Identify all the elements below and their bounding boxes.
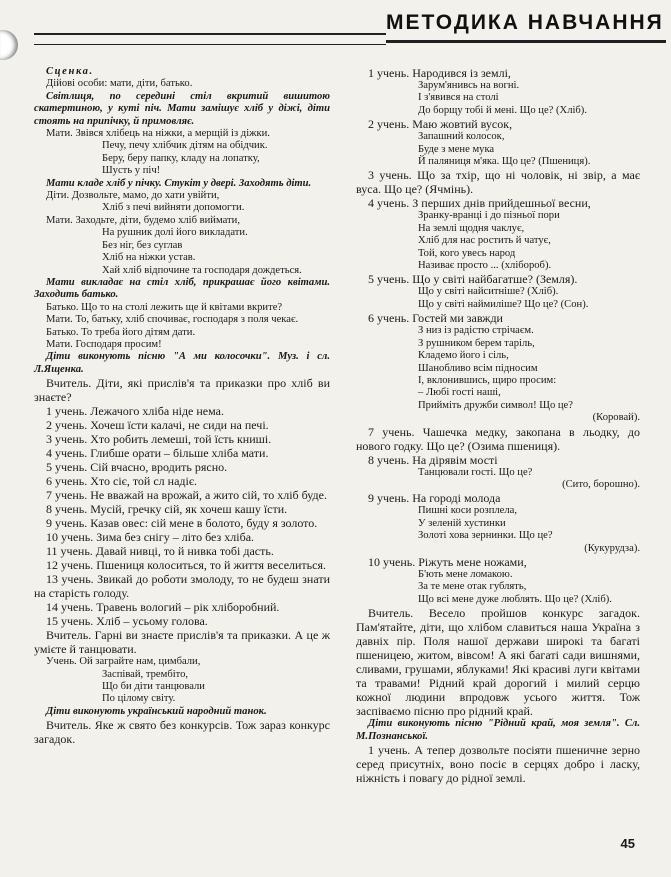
left-column-line: Батько. То треба його дітям дати. (46, 326, 196, 338)
left-column-line: 15 учень. Хліб – усьому голова. (46, 614, 208, 629)
header-rule-thin (34, 44, 386, 45)
left-column-line: 9 учень. Казав овес: сій мене в болото, буду я золото. (46, 516, 318, 531)
right-column-line: 4 учень. З перших днів прийдешньої весни, (368, 196, 591, 211)
right-column-line: Діти виконують пісню "Рідний край, моя земля". Сл. М.Познанської. (356, 718, 640, 742)
left-column-line: 13 учень. Звикай до роботи змолоду, то не будеш знати на старість голоду. (34, 572, 330, 601)
right-column-line: Танцювали гості. Що це? (418, 466, 533, 478)
right-column-line: Зранку-вранці і до пізньої пори (418, 210, 560, 222)
left-column-line: По цілому світу. (102, 693, 176, 705)
right-column-line: – Любі гості наші, (418, 387, 501, 399)
left-column-line: 11 учень. Давай нивці, то й нивка тобі дасть. (46, 544, 274, 559)
right-column-line: Буде з мене мука (418, 143, 495, 155)
left-column-line: Мати. Господаря просим! (46, 338, 162, 350)
header-rule-left (34, 33, 386, 35)
right-column-line: 5 учень. Що у світі найбагатше? (Земля). (368, 272, 578, 287)
left-column-line: Мати. Звівся хлібець на ніжки, а мерщій із діжки. (46, 128, 270, 140)
right-column-line: Що у світі найситніше? (Хліб). (418, 286, 559, 298)
right-column-line: Шанобливо всім підносим (418, 362, 538, 374)
right-column-line: Вчитель. Весело пройшов конкурс загадок. Пам'ятайте, діти, що хлібом славиться наша Україна з давніх пір. Поля нашої держави широкі та багаті пшеницею, житом, вівсом! А які багаті сади вишнями, сливами, грушами, яблуками! Які красиві луги квітами та травами! Рідний край дорогий і милий серцю кожної людини впродовж усього життя. Тож заспіваємо пісню про рідний край. (356, 606, 640, 719)
header-rule-under (386, 40, 666, 43)
right-column-line: (Коровай). (592, 412, 640, 424)
left-column-line: Мати. То, батьку, хліб спочиває, господаря з поля чекає. (46, 314, 299, 326)
right-column-line: Називає просто ... (хлібороб). (418, 260, 552, 272)
left-column-line: 7 учень. Не вважай на врожай, а жито сій, то хліб буде. (46, 488, 327, 503)
right-column (356, 66, 640, 785)
left-column-line: Учень. Ой заграйте нам, цимбали, (46, 656, 201, 668)
right-column-line: 3 учень. Що за тхір, що ні чоловік, ні звір, а має вуса. Що це? (Ячмінь). (356, 168, 640, 197)
left-column-line: Діти. Дозвольте, мамо, до хати увійти, (46, 190, 220, 202)
left-column-line: Хліб з печі вийняти допомогти. (102, 202, 245, 214)
left-column-line: Шусть у піч! (102, 165, 161, 177)
binder-hole (0, 30, 18, 60)
left-column-line: Вчитель. Гарні ви знаєте прислів'я та приказки. А це ж умієте й танцювати. (34, 628, 330, 657)
right-column-line: Б'ють мене ломакою. (418, 568, 513, 580)
left-column-line: Печу, печу хлібчик дітям на обідчик. (102, 140, 268, 152)
right-column-line: Запашний колосок, (418, 131, 505, 143)
right-column-line: Кладемо його і сіль, (418, 350, 509, 362)
right-column-line: 2 учень. Маю жовтий вусок, (368, 117, 513, 132)
left-column-line: Сценка. (46, 66, 94, 77)
right-column-line: І, вклонившись, щиро просим: (418, 374, 557, 386)
right-column-line: Хліб для нас ростить й чатує, (418, 235, 551, 247)
header-title: МЕТОДИКА НАВЧАННЯ (386, 11, 664, 34)
left-column-line: Мати викладає на стіл хліб, прикрашає його квітами. Заходить батько. (34, 276, 330, 301)
left-column-line: Діти виконують український народний танок. (46, 705, 267, 717)
right-column-line: До борщу тобі й мені. Що це? (Хліб). (418, 104, 587, 116)
right-column-line: З низ із радістю стрічаєм. (418, 325, 534, 337)
right-column-line: 1 учень. А тепер дозвольте посіяти пшеничне зерно серед присутніх, воно посіє в серцях добро і ласку, ніжність і повагу до рідної землі. (356, 743, 640, 785)
left-column-line: Без ніг, без суглав (102, 239, 183, 251)
left-column-line: 4 учень. Глибше орати – більше хліба мати. (46, 446, 269, 461)
right-column-line: Й паляниця м'яка. Що це? (Пшениця). (418, 156, 591, 168)
page-number: 45 (620, 836, 635, 851)
left-column-line: Що би діти танцювали (102, 680, 205, 692)
left-column-line: 3 учень. Хто робить лемеші, той їсть книші. (46, 432, 272, 447)
left-column-line: 14 учень. Травень вологий – рік хліборобний. (46, 600, 280, 615)
left-column-line: Беру, беру папку, кладу на лопатку, (102, 152, 260, 164)
right-column-line: З рушником берем таріль, (418, 337, 535, 349)
right-column-line: 9 учень. На городі молода (368, 491, 501, 506)
right-column-line: У зеленій хустинки (418, 517, 506, 529)
left-column-line: Дійові особи: мати, діти, батько. (46, 78, 193, 90)
left-column-line: Вчитель. Діти, які прислів'я та приказки про хліб ви знаєте? (34, 376, 330, 405)
right-column-line: Той, кого увесь народ (418, 247, 516, 259)
right-column-line: 10 учень. Ріжуть мене ножами, (368, 554, 527, 569)
left-column-line: 12 учень. Пшениця колоситься, то й життя веселиться. (46, 558, 326, 573)
right-column-line: 6 учень. Гостей ми завжди (368, 311, 503, 326)
right-column-line: І з'явився на столі (418, 92, 499, 104)
left-column-line: 5 учень. Сій вчасно, вродить рясно. (46, 460, 228, 475)
right-column-line: (Сито, борошно). (562, 478, 640, 490)
right-column-line: Пишні коси розплела, (418, 505, 518, 517)
left-column-line: Батько. Що то на столі лежить ще й квітами вкрите? (46, 301, 283, 313)
left-column-line: 10 учень. Зима без снігу – літо без хліба. (46, 530, 255, 545)
right-column-line: Що у світі наймиліше? Що це? (Сон). (418, 298, 589, 310)
left-column-line: Заспівай, трембіто, (102, 668, 189, 680)
right-column-line: За те мене отак гублять, (418, 581, 527, 593)
left-column (34, 66, 330, 746)
left-column-line: Діти виконують пісню "А ми колосочки". Муз. і сл. Л.Ященка. (34, 351, 330, 375)
left-column-line: На рушник долі його викладати. (102, 227, 248, 239)
left-column-line: 6 учень. Хто сіє, той сл надіє. (46, 474, 197, 489)
left-column-line: Мати. Заходьте, діти, будемо хліб виймати, (46, 214, 240, 226)
left-column-line: 2 учень. Хочеш їсти калачі, не сиди на печі. (46, 418, 269, 433)
right-column-line: Зарум'янивсь на вогні. (418, 80, 520, 91)
left-column-line: Мати кладе хліб у пічку. Стукіт у двері. Заходять діти. (46, 177, 312, 189)
left-column-line: Хай хліб відпочине та господаря дождеться. (102, 264, 302, 276)
right-column-line: (Кукурудза). (584, 542, 640, 554)
left-column-line: Хліб на ніжки устав. (102, 252, 196, 264)
left-column-line: 1 учень. Лежачого хліба ніде нема. (46, 404, 224, 419)
right-column-line: 7 учень. Чашечка медку, закопана в льодку, до нового годку. Що це? (Озима пшениця). (356, 424, 640, 453)
right-column-line: Золоті хова зернинки. Що це? (418, 530, 553, 542)
right-column-line: Що всі мене дуже люблять. Що це? (Хліб). (418, 593, 612, 605)
right-column-line: На землі щодня чаклує, (418, 222, 525, 234)
right-column-line: 1 учень. Народився із землі, (368, 66, 511, 80)
right-column-line: 8 учень. На дірявім мості (368, 452, 498, 467)
left-column-line: 8 учень. Мусій, гречку сій, як хочеш кашу їсти. (46, 502, 288, 517)
left-column-line: Світлиця, по середині стіл вкритий вишитою скатертиною, у куті піч. Мати замішує хліб у діжі, діти стоять на припічку, й примовляє. (34, 90, 330, 127)
right-column-line: Прийміть дружби символ! Що це? (418, 399, 573, 411)
left-column-line: Вчитель. Яке ж свято без конкурсів. Тож зараз конкурс загадок. (34, 718, 330, 747)
